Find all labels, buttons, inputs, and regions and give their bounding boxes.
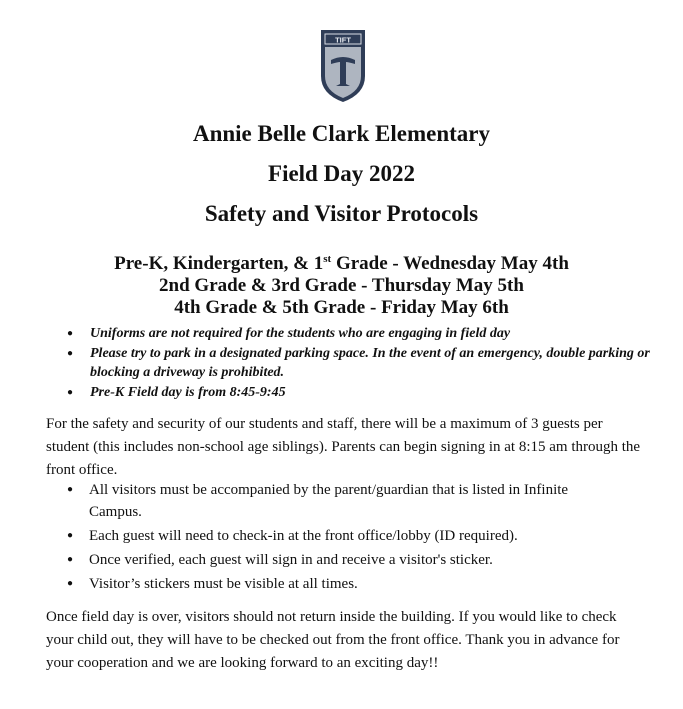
logo-text: TIFT [335, 35, 351, 45]
list-item: ● Each guest will need to check-in at the front office/lobby (ID required). [64, 525, 624, 547]
closing-paragraph: Once field day is over, visitors should not return inside the building. If you would like to check your child out, they will have to be checked out from the front office. Thank you in advance for your cooperation and we are looking forward to an exciting day!! [46, 609, 620, 671]
list-item: ● Please try to park in a designated parking space. In the event of an emergency, double parking or blocking a driveway is prohibited. [64, 344, 654, 382]
list-item: ● Once verified, each guest will sign in and receive a visitor's sticker. [64, 549, 624, 571]
school-name: Annie Belle Clark Elementary [192, 121, 491, 146]
list-item: ● Visitor’s stickers must be visible at all times. [64, 573, 624, 595]
intro-paragraph: For the safety and security of our students and staff, there will be a maximum of 3 guests per student (this includes non-school age siblings). Parents can begin signing in at 8:15 am through the front office. [46, 416, 641, 478]
notes-list [64, 324, 654, 403]
schedule-line-2: 2nd Grade & 3rd Grade - Thursday May 5th [159, 275, 524, 296]
event-title: Field Day 2022 [268, 161, 415, 186]
list-item: ● Uniforms are not required for the students who are engaging in field day [64, 324, 654, 343]
school-shield-logo [318, 28, 368, 104]
list-item: ● All visitors must be accompanied by the parent/guardian that is listed in Infinite Campus. [64, 479, 624, 523]
protocols-title: Safety and Visitor Protocols [204, 201, 479, 226]
grade-schedule [0, 253, 683, 319]
list-item: ● Pre-K Field day is from 8:45-9:45 [64, 383, 654, 402]
schedule-line-3: 4th Grade & 5th Grade - Friday May 6th [174, 297, 509, 318]
schedule-line-1: Pre-K, Kindergarten, & 1st Grade - Wednesday May 4th [114, 253, 569, 274]
visitor-rules-list [64, 479, 624, 595]
title-block [0, 114, 683, 234]
